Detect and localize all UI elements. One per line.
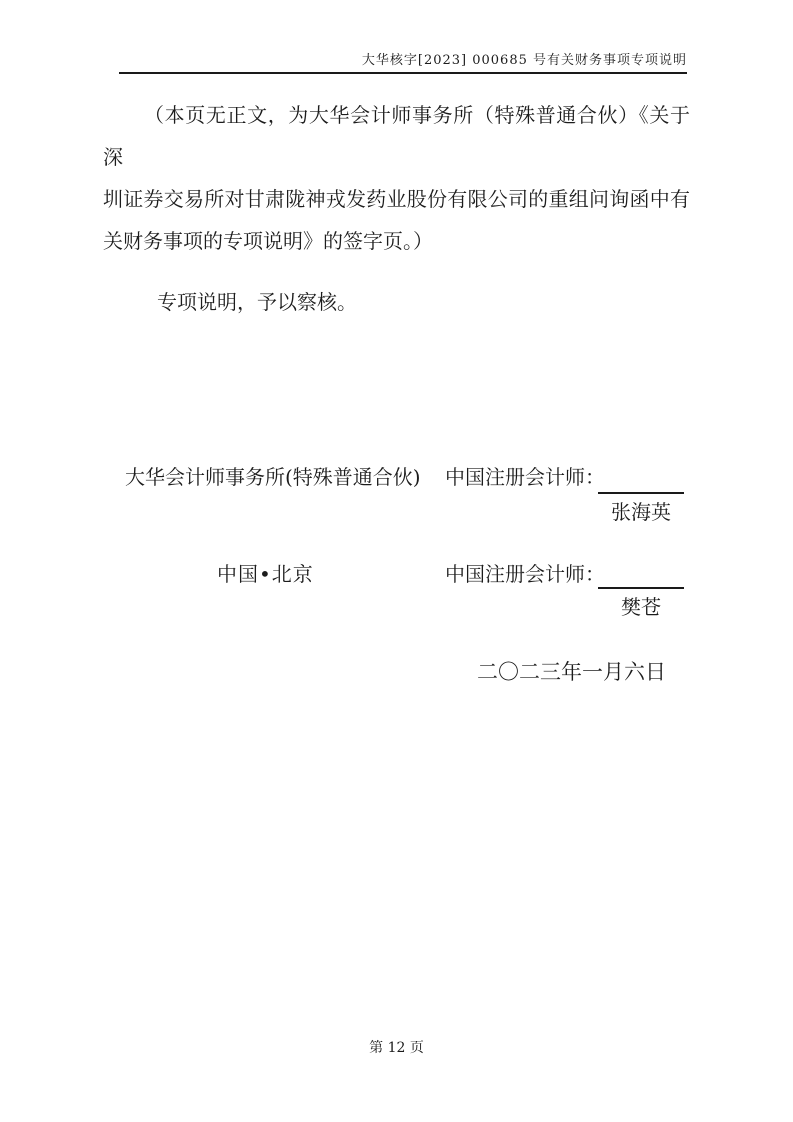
firm-location: 中国•北京 — [217, 562, 314, 586]
signature-date: 二〇二三年一月六日 — [477, 660, 666, 684]
cpa-name-row2: 樊苍 — [621, 595, 661, 619]
signature-line-row2 — [598, 587, 684, 589]
paragraph-line: 关财务事项的专项说明》的签字页。） — [103, 229, 433, 253]
header-reference-number: 大华核字[2023] 000685 号有关财务事项专项说明 — [361, 53, 687, 68]
paragraph-line: 圳证券交易所对甘肃陇神戎发药业股份有限公司的重组问询函中有 — [103, 187, 690, 211]
cpa-label-row1: 中国注册会计师： — [445, 465, 605, 489]
paragraph-line: （本页无正文，为大华会计师事务所（特殊普通合伙）《关于深 — [103, 103, 690, 169]
page-number: 第 12 页 — [369, 1040, 424, 1056]
cpa-label-row2: 中国注册会计师： — [445, 562, 605, 586]
review-note-text: 专项说明，予以察核。 — [157, 290, 357, 314]
cpa-name-row1: 张海英 — [611, 500, 671, 524]
signature-line-row1 — [598, 492, 684, 494]
audit-firm-name: 大华会计师事务所(特殊普通合伙) — [125, 465, 421, 489]
no-text-notice-paragraph — [103, 94, 690, 262]
header-divider-line — [119, 72, 687, 74]
